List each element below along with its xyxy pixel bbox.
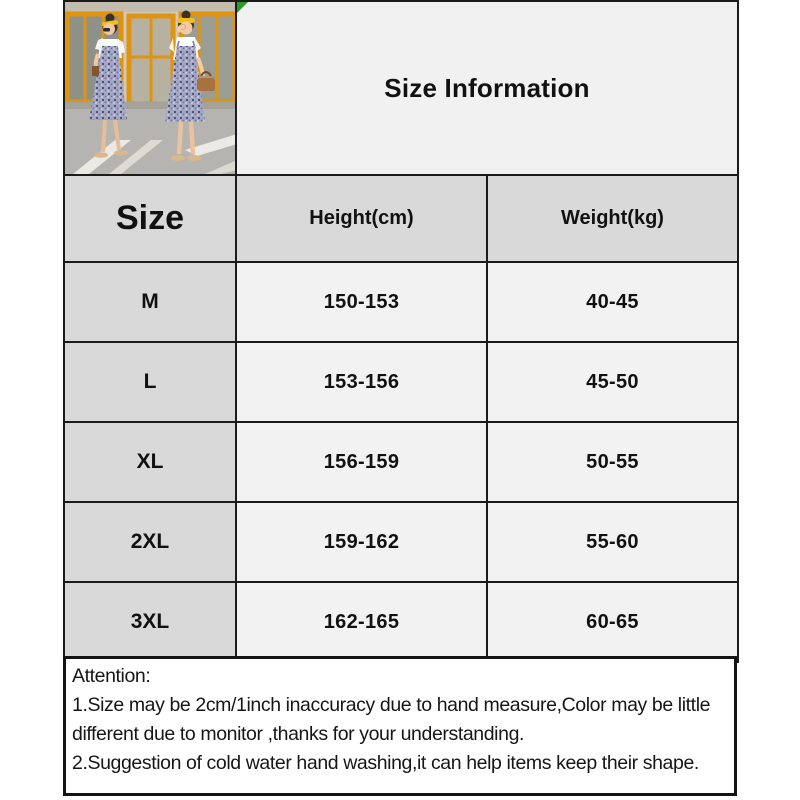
title-banner [236, 1, 738, 175]
weight-value-cell: 50-55 [487, 422, 738, 502]
table-header-row [64, 175, 738, 262]
attention-heading: Attention: [72, 665, 151, 687]
table-row [64, 502, 738, 582]
column-header-weight: Weight(kg) [487, 175, 738, 262]
attention-note [63, 656, 737, 796]
product-photo [65, 2, 236, 174]
height-value-cell: 159-162 [236, 502, 487, 582]
weight-value-cell: 55-60 [487, 502, 738, 582]
column-header-height: Height(cm) [236, 175, 487, 262]
size-label-cell: XL [64, 422, 236, 502]
product-photo-cell [64, 1, 236, 175]
height-value-cell: 153-156 [236, 342, 487, 422]
table-row [64, 342, 738, 422]
size-label-cell: 2XL [64, 502, 236, 582]
size-label-cell: L [64, 342, 236, 422]
size-label-cell: 3XL [64, 582, 236, 662]
height-value-cell: 150-153 [236, 262, 487, 342]
table-row [64, 262, 738, 342]
height-value-cell: 156-159 [236, 422, 487, 502]
height-value-cell: 162-165 [236, 582, 487, 662]
weight-value-cell: 60-65 [487, 582, 738, 662]
size-chart-table [63, 0, 739, 663]
attention-line: different due to monitor ,thanks for your understanding. [72, 723, 525, 745]
weight-value-cell: 40-45 [487, 262, 738, 342]
attention-line: 1.Size may be 2cm/1inch inaccuracy due to hand measure,Color may be little [72, 694, 711, 716]
column-header-size: Size [64, 175, 236, 262]
top-row [64, 1, 738, 175]
corner-marker-icon [237, 2, 248, 13]
size-label-cell: M [64, 262, 236, 342]
attention-line: 2.Suggestion of cold water hand washing,it can help items keep their shape. [72, 752, 699, 774]
table-row [64, 422, 738, 502]
table-row [64, 582, 738, 662]
weight-value-cell: 45-50 [487, 342, 738, 422]
page-title: Size Information [384, 72, 590, 103]
